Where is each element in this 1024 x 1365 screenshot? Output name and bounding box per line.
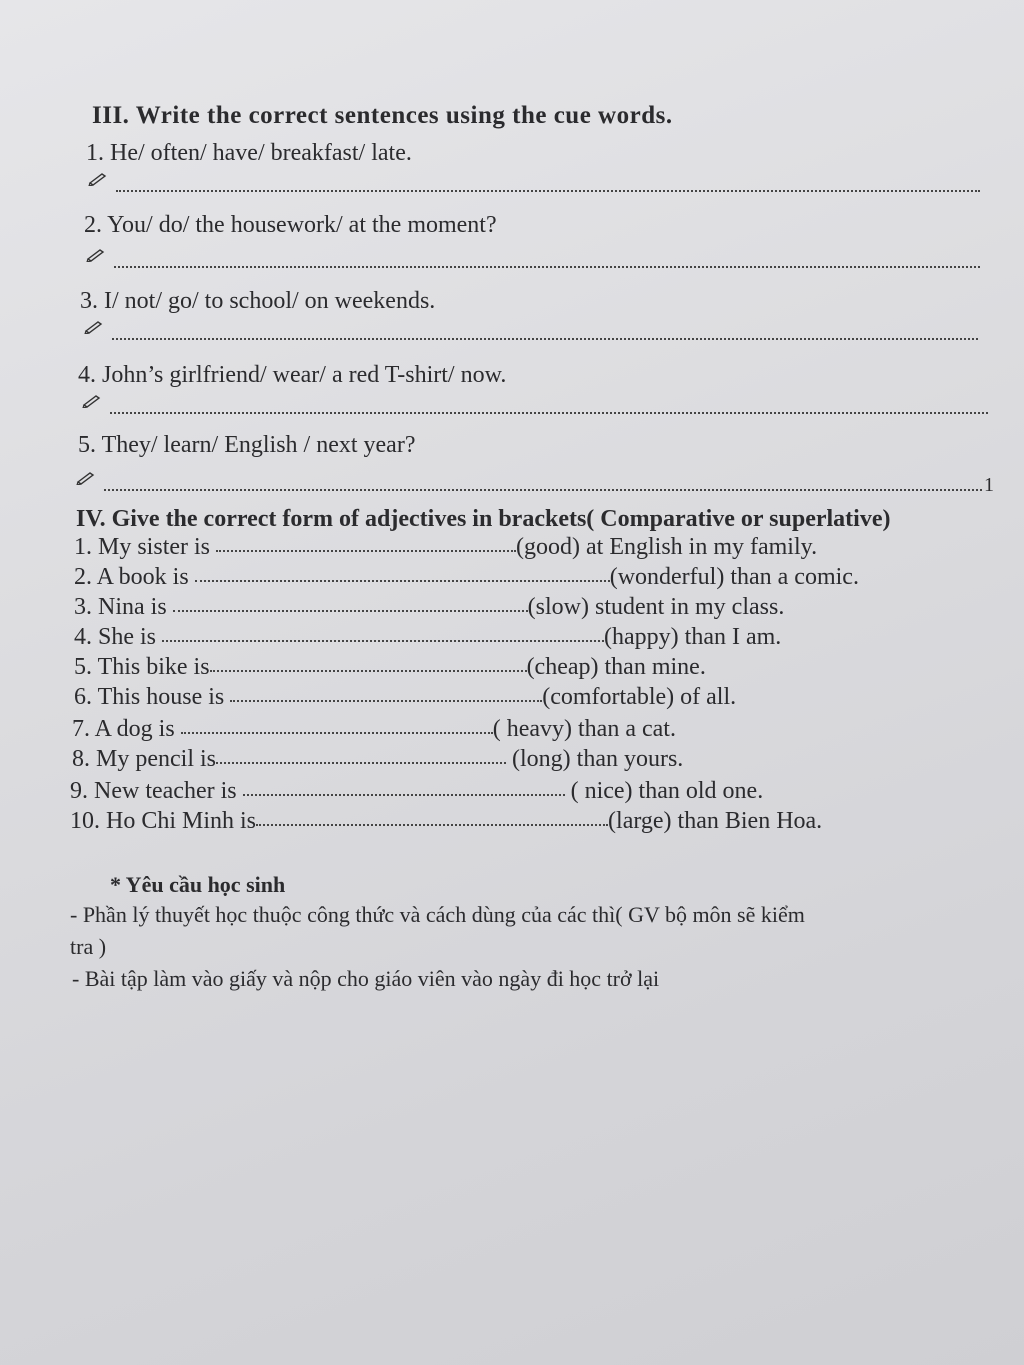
requirement-1-continued: tra ) xyxy=(70,934,107,959)
section-3-heading: III. Write the correct sentences using the cue words. xyxy=(92,102,673,129)
item-lead: 6. This house is xyxy=(74,684,231,710)
answer-line-2[interactable] xyxy=(86,254,980,272)
blank-fill[interactable] xyxy=(195,580,610,582)
item-tail: (large) than Bien Hoa. xyxy=(608,808,823,834)
item-tail: ( nice) than old one. xyxy=(564,778,764,804)
answer-line-4[interactable] xyxy=(82,400,988,418)
item-lead: 7. A dog is xyxy=(72,716,181,742)
cue-number: 3. xyxy=(80,288,98,314)
adjective-item-1 xyxy=(74,534,817,561)
cue-words: You/ do/ the housework/ at the moment? xyxy=(107,212,497,238)
item-tail: (happy) than I am. xyxy=(604,624,782,650)
answer-line-5[interactable] xyxy=(76,474,994,497)
requirement-1: - Phần lý thuyết học thuộc công thức và cách dùng của các thì( GV bộ môn sẽ kiểm xyxy=(70,902,805,927)
item-tail: ( heavy) than a cat. xyxy=(492,716,676,742)
cue-number: 5. xyxy=(78,432,96,458)
blank-fill[interactable] xyxy=(173,610,528,612)
adjective-item-6 xyxy=(74,684,736,711)
requirement-2: - Bài tập làm vào giấy và nộp cho giáo viên vào ngày đi học trở lại xyxy=(72,966,660,991)
cue-number: 4. xyxy=(78,362,96,388)
cue-words: John’s girlfriend/ wear/ a red T-shirt/ now. xyxy=(102,362,507,388)
item-tail: (slow) student in my class. xyxy=(527,594,785,620)
item-lead: 9. New teacher is xyxy=(70,778,243,804)
blank-fill[interactable] xyxy=(256,824,608,826)
cue-item-1 xyxy=(86,140,412,167)
pencil-icon xyxy=(82,400,104,414)
answer-line-3[interactable] xyxy=(84,326,978,344)
item-tail: (good) at English in my family. xyxy=(516,534,818,560)
item-lead: 4. She is xyxy=(74,624,163,650)
item-tail: (cheap) than mine. xyxy=(526,654,706,680)
item-lead: 3. Nina is xyxy=(74,594,173,620)
cue-words: I/ not/ go/ to school/ on weekends. xyxy=(104,288,436,314)
pencil-icon xyxy=(88,178,110,192)
item-lead: 5. This bike is xyxy=(74,654,210,680)
blank-fill[interactable] xyxy=(230,700,542,702)
cue-words: They/ learn/ English / next year? xyxy=(101,432,416,458)
adjective-item-2 xyxy=(74,564,859,591)
blank-fill[interactable] xyxy=(243,794,565,796)
cue-item-2 xyxy=(84,212,497,239)
cue-item-3 xyxy=(80,288,435,315)
adjective-item-7 xyxy=(72,716,676,743)
adjective-item-3 xyxy=(74,594,784,621)
item-tail: (long) than yours. xyxy=(506,746,684,772)
blank-fill[interactable] xyxy=(216,550,516,552)
blank-fill[interactable] xyxy=(181,732,493,734)
blank-fill[interactable] xyxy=(216,762,506,764)
cue-number: 2. xyxy=(84,212,102,238)
cue-number: 1. xyxy=(86,140,104,166)
item-tail: (wonderful) than a comic. xyxy=(609,564,859,590)
item-lead: 2. A book is xyxy=(74,564,195,590)
item-lead: 8. My pencil is xyxy=(72,746,216,772)
adjective-item-5 xyxy=(74,654,706,681)
item-lead: 10. Ho Chi Minh is xyxy=(70,808,257,834)
cue-item-5 xyxy=(78,432,415,459)
pencil-icon xyxy=(76,477,98,491)
adjective-item-4 xyxy=(74,624,781,651)
adjective-item-9 xyxy=(70,778,763,805)
adjective-item-10 xyxy=(70,808,822,835)
blank-fill[interactable] xyxy=(162,640,604,642)
answer-dots xyxy=(110,412,988,414)
cue-item-4 xyxy=(78,362,506,389)
answer-dots xyxy=(114,266,980,268)
cue-words: He/ often/ have/ breakfast/ late. xyxy=(110,140,412,166)
section-4-heading: IV. Give the correct form of adjectives in brackets( Comparative or superlative) xyxy=(76,506,891,532)
answer-dots xyxy=(112,338,978,340)
adjective-item-8 xyxy=(72,746,683,773)
answer-line-1[interactable] xyxy=(88,178,980,196)
page-marker: 1 xyxy=(984,474,994,496)
blank-fill[interactable] xyxy=(210,670,527,672)
pencil-icon xyxy=(86,254,108,268)
answer-dots xyxy=(104,489,982,491)
pencil-icon xyxy=(84,326,106,340)
item-lead: 1. My sister is xyxy=(74,534,217,560)
student-requirements-title: * Yêu cầu học sinh xyxy=(110,872,286,897)
answer-dots xyxy=(116,190,980,192)
item-tail: (comfortable) of all. xyxy=(542,684,737,710)
